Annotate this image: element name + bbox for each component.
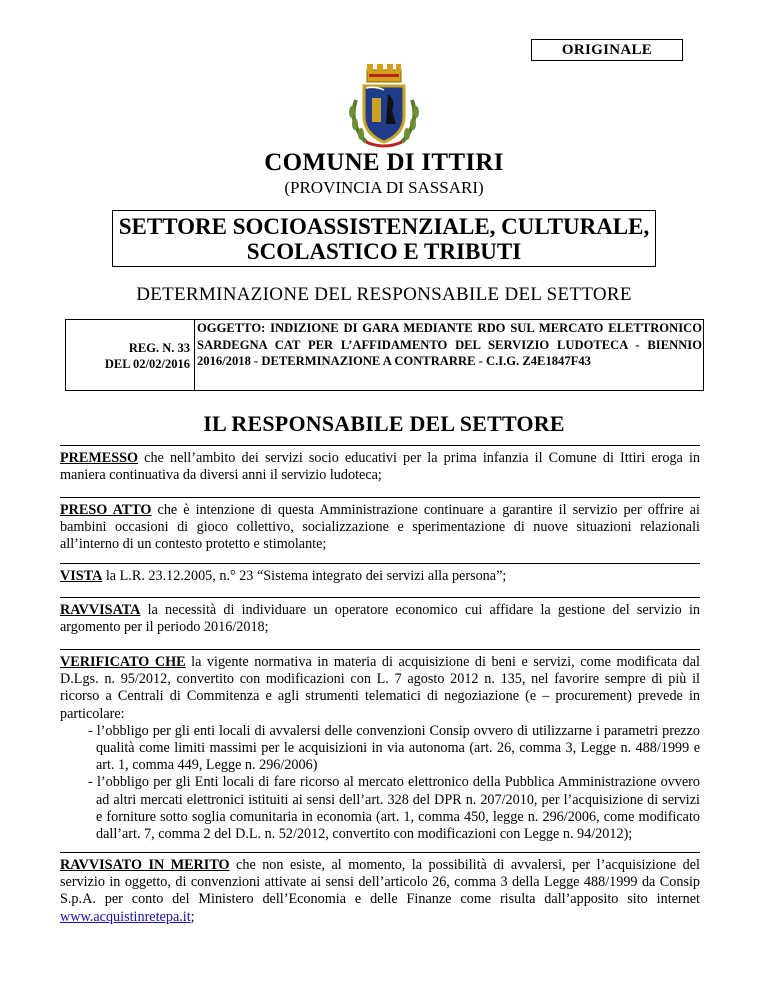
sector-line-2: SCOLASTICO E TRIBUTI (246, 239, 522, 264)
registry-subject: OGGETTO: INDIZIONE DI GARA MEDIANTE RDO SUL MERCATO ELETTRONICO SARDEGNA CAT PER L’AFFIDAMENTO DEL SERVIZIO LUDOTECA - BIENNIO 2016/2018 - DETERMINAZIONE A CONTRARRE - C.I.G. Z4E1847F43 (197, 321, 702, 368)
paragraph-divider (60, 445, 700, 446)
province-text: (PROVINCIA DI SASSARI) (284, 178, 484, 197)
paragraph-lead: PREMESSO (60, 450, 139, 466)
paragraph-end: ; (190, 908, 195, 925)
paragraph-lead: RAVVISATA (60, 602, 141, 618)
acquistinretepa-link[interactable]: www.acquistinretepa.it (60, 908, 191, 925)
paragraph-text: che non esiste, al momento, la possibilità di avvalersi, per l’acquisizione del servizio in oggetto, di convenzioni attivate ai sensi dell’articolo 26, comma 3 della Legge 488/1999 da Consip S.p.A. per conto del Ministero dell’Economia e delle Finanze come risulta dall’apposito sito internet (60, 857, 700, 908)
originale-stamp: ORIGINALE (531, 39, 683, 61)
paragraph-premesso (60, 450, 700, 484)
paragraph-text: che nell’ambito dei servizi socio educativi per la prima infanzia il Comune di Ittiri eroga in maniera continuativa da diversi anni il servizio ludoteca; (60, 450, 700, 484)
paragraph-text: la L.R. 23.12.2005, n.° 23 “Sistema integrato dei servizi alla persona”; (102, 568, 507, 584)
paragraph-divider (60, 649, 700, 650)
paragraph-text: la vigente normativa in materia di acquisizione di beni e servizi, come modificata dal D.Lgs. n. 95/2012, convertito con modificazioni con L. 7 agosto 2012 n. 135, nel favorire sempre di più il ricorso a Centrali di Commitenza e agli strumenti telematici di negoziazione (e – procurement) prevede in particolare: (60, 654, 700, 722)
paragraph-divider (60, 497, 700, 498)
paragraph-text: che è intenzione di questa Amministrazione continuare a garantire il servizio per offrire ai bambini occasioni di gioco collettivo, socializzazione e sperimentazione di nuove situazioni relazionali all’interno di un contesto protetto e stimolante; (60, 502, 700, 553)
paragraph-lead: PRESO ATTO (60, 502, 152, 518)
sector-line-1: SETTORE SOCIOASSISTENZIALE, CULTURALE, (118, 214, 650, 239)
paragraph-divider (60, 597, 700, 598)
paragraph-preso-atto (60, 502, 700, 554)
paragraph-ravvisata (60, 602, 700, 636)
paragraph-text: la necessità di individuare un operatore economico cui affidare la gestione del servizio in argomento per il periodo 2016/2018; (60, 602, 700, 636)
paragraph-divider (60, 852, 700, 853)
paragraph-ravvisato-in-merito (60, 857, 700, 926)
section-heading: IL RESPONSABILE DEL SETTORE (203, 411, 565, 436)
paragraph-verificato (60, 654, 700, 843)
province-subtitle (0, 178, 768, 198)
paragraph-lead: RAVVISATO IN MERITO (60, 857, 230, 873)
municipality-title: COMUNE DI ITTIRI (264, 149, 504, 176)
list-item: - l’obbligo per gli Enti locali di fare ricorso al mercato elettronico della Pubblica Amministrazione ovvero ad altri mercati elettronici istituiti ai sensi dell’art. 328 del DPR n. 207/2010, per l’acquisizione di servizi e forniture sotto soglia comunitaria in economia (art. 1, comma 450, legge n. 296/2006, come modificato dall’art. 7, comma 2 del D.L. n. 52/2012, convertito con modificazioni con Legge n. 94/2012); (88, 774, 700, 843)
registry-number-cell (66, 320, 195, 390)
municipal-crest-icon (336, 60, 432, 150)
paragraph-lead: VISTA (60, 568, 103, 584)
paragraph-vista (60, 568, 700, 585)
registry-date: DEL 02/02/2016 (104, 357, 190, 371)
list-item: - l’obbligo per gli enti locali di avvalersi delle convenzioni Consip ovvero di utilizzarne i parametri prezzo qualità come limiti massimi per le acquisizioni in via autonoma (art. 26, comma 3, Legge n. 488/1999 e art. 1, comma 449, Legge n. 296/2006) (88, 722, 700, 774)
registry-number: REG. N. 33 (128, 341, 190, 355)
registry-box (65, 319, 704, 391)
sector-box (112, 210, 656, 267)
paragraph-lead: VERIFICATO CHE (60, 654, 186, 670)
paragraph-divider (60, 563, 700, 564)
determination-heading: DETERMINAZIONE DEL RESPONSABILE DEL SETTORE (136, 284, 632, 305)
